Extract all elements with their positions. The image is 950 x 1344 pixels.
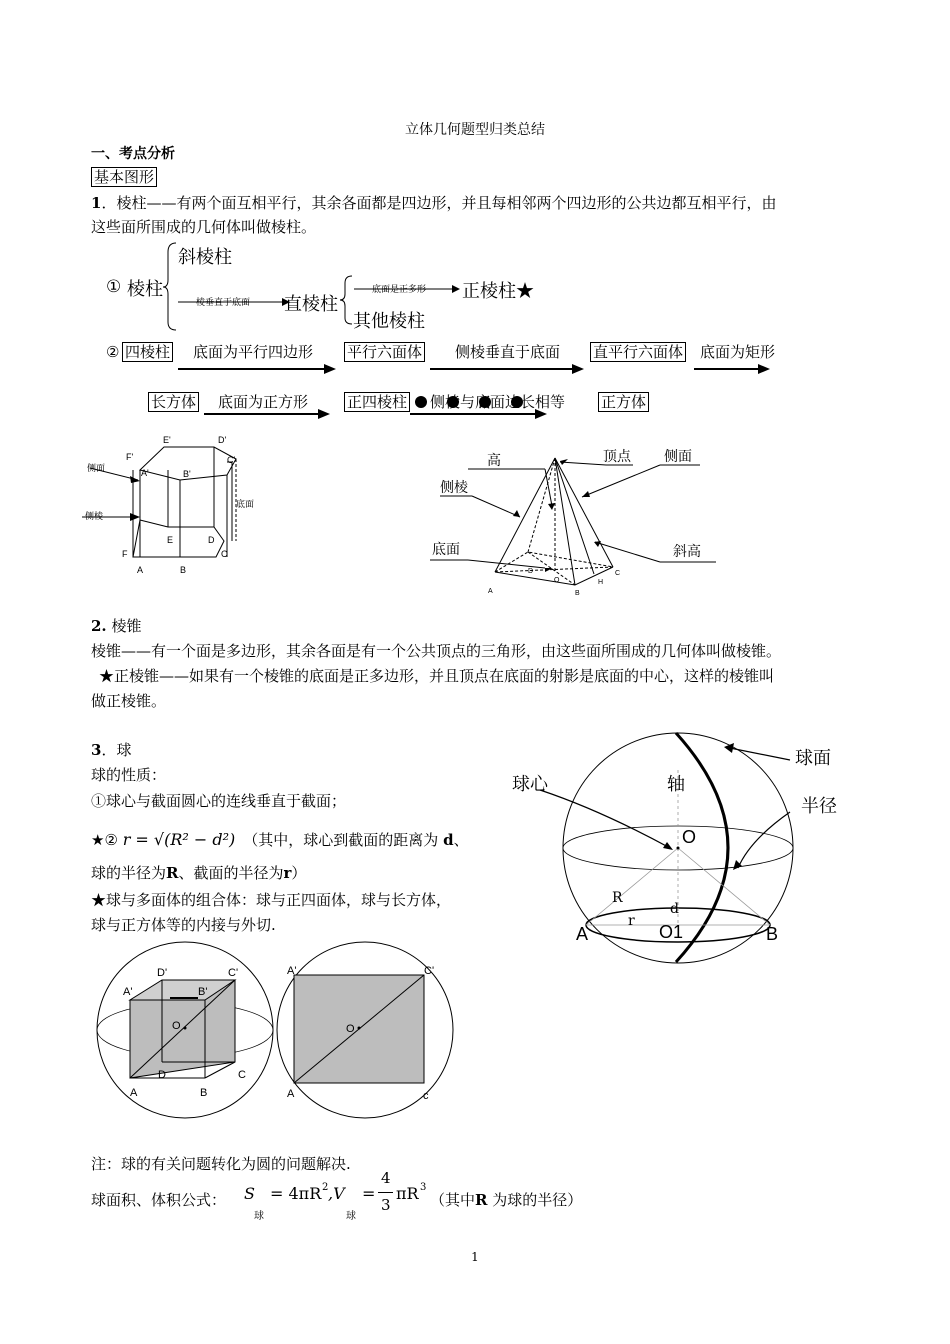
pyr-pt-C: C bbox=[615, 570, 621, 577]
formula-area: = 4πR bbox=[270, 1184, 322, 1203]
formula-sup3: 3 bbox=[420, 1182, 427, 1193]
formula-num: 4 bbox=[381, 1169, 391, 1187]
regular-pyramid-def-cont: 做正棱锥。 bbox=[91, 692, 167, 710]
tree-other: 其他棱柱 bbox=[353, 311, 425, 332]
prism-pt-B: B bbox=[180, 565, 187, 575]
regular-pyramid-def: ★正棱锥——如果有一个棱锥的底面是正多边形，并且顶点在底面的射影是底面的中心，这样的棱锥叫 bbox=[99, 667, 775, 685]
prism-pt-F: F bbox=[122, 549, 128, 559]
sphere-label-O: O bbox=[682, 827, 697, 847]
prism-pt-A1: A' bbox=[141, 468, 149, 478]
tree-cond2: 底面是正多形 bbox=[372, 285, 427, 295]
formula-V: ,V bbox=[328, 1184, 345, 1203]
cube2-pt-C1: C' bbox=[424, 965, 435, 977]
cube2-pt-O: O bbox=[346, 1023, 355, 1035]
page-title: 立体几何题型归类总结 bbox=[405, 122, 545, 138]
fraction-bar bbox=[378, 1192, 393, 1193]
sphere-label-A: A bbox=[576, 924, 589, 944]
pyr-label-side-face: 侧面 bbox=[664, 449, 692, 465]
pyr-pt-A: A bbox=[488, 588, 493, 595]
prism-pt-B1: B' bbox=[183, 469, 191, 479]
chain2-cond1: 底面为正方形 bbox=[218, 393, 309, 411]
chain1-circle: ② bbox=[106, 343, 120, 361]
pyr-label-base: 底面 bbox=[432, 542, 460, 558]
cube1-pt-A: A bbox=[130, 1087, 138, 1099]
formula-sup2: 2 bbox=[322, 1182, 329, 1193]
tree-root: 棱柱 bbox=[127, 279, 163, 300]
chain1-box2: 平行六面体 bbox=[344, 341, 425, 363]
chain1-cond2: 侧棱垂直于底面 bbox=[455, 343, 561, 361]
prism-pt-E: E bbox=[167, 535, 174, 545]
cube1-pt-B1: B' bbox=[198, 986, 208, 998]
pyr-label-side-edge: 侧棱 bbox=[440, 480, 468, 496]
sphere-prop2-cont: 球的半径为R、截面的半径为r） bbox=[91, 864, 307, 882]
prism-label-side-face: 侧面 bbox=[87, 464, 106, 474]
formula-volume: πR bbox=[396, 1184, 419, 1203]
cube1-pt-D1: D' bbox=[157, 967, 168, 979]
chain1-box3: 直平行六面体 bbox=[590, 341, 686, 363]
formula-V-sub: 球 bbox=[346, 1211, 356, 1222]
cube1-pt-B: B bbox=[200, 1087, 208, 1099]
formula-label: 球面积、体积公式： bbox=[91, 1191, 227, 1209]
prism-pt-D1: D' bbox=[218, 435, 227, 445]
pyr-pt-O: O bbox=[554, 577, 560, 584]
sphere-label-d: d bbox=[670, 901, 679, 917]
chain1-box1: 四棱柱 bbox=[122, 341, 173, 363]
chain2-cond2: 侧棱与底面边长相等 bbox=[430, 393, 566, 411]
sphere-prop3-cont: 球与正方体等的内接与外切. bbox=[91, 916, 276, 934]
prism-definition: 1．棱柱——有两个面互相平行，其余各面都是四边形，并且每相邻两个四边形的公共边都互相平行，由 bbox=[91, 194, 777, 212]
page-number: 1 bbox=[471, 1250, 479, 1264]
sphere-label-B: B bbox=[766, 924, 779, 944]
formula-den: 3 bbox=[381, 1196, 391, 1214]
cube1-pt-A1: A' bbox=[123, 986, 133, 998]
chain1-cond1: 底面为平行四边形 bbox=[193, 343, 314, 361]
prism-pt-C1: C' bbox=[227, 455, 236, 465]
sphere-prop3: ★球与多面体的组合体：球与正四面体，球与长方体， bbox=[91, 891, 452, 909]
prism-pt-D: D bbox=[208, 535, 215, 545]
sphere-prop1: ①球心与截面圆心的连线垂直于截面； bbox=[91, 792, 347, 810]
tree-regular: 正棱柱★ bbox=[462, 281, 534, 302]
chain1-cond3: 底面为矩形 bbox=[700, 343, 776, 361]
pyramid-definition: 棱锥——有一个面是多边形，其余各面是有一个公共顶点的三角形，由这些面所围成的几何体叫做棱锥。 bbox=[91, 642, 782, 660]
sphere-label-axis: 轴 bbox=[667, 774, 685, 795]
cube2-pt-A1: A' bbox=[287, 965, 297, 977]
pyr-pt-D: D bbox=[528, 568, 534, 575]
sphere-label-center: 球心 bbox=[512, 774, 548, 795]
prism-pt-E1: E' bbox=[163, 435, 171, 445]
cube1-pt-C: C bbox=[238, 1069, 246, 1081]
pyramid-heading: 2. 棱锥 bbox=[91, 617, 142, 635]
prism-definition-cont: 这些面所围成的几何体叫做棱柱。 bbox=[91, 218, 317, 236]
sphere-label-r: r bbox=[628, 913, 635, 929]
prism-pt-C: C bbox=[221, 549, 228, 559]
sphere-prop2: ★② r = √(R² − d²) （其中，球心到截面的距离为 d、 bbox=[91, 830, 469, 849]
basic-shapes-label: 基本图形 bbox=[91, 166, 157, 188]
chain2-box2: 正四棱柱 bbox=[344, 391, 410, 413]
sphere-formula-r: r = √(R² − d²) bbox=[122, 830, 236, 849]
tree-circle: ① bbox=[106, 277, 122, 297]
sphere-note: 注：球的有关问题转化为圆的问题解决. bbox=[91, 1155, 351, 1173]
sphere-label-O1: O1 bbox=[659, 922, 684, 942]
pyr-label-apex: 顶点 bbox=[603, 449, 631, 465]
cube1-pt-C1: C' bbox=[228, 967, 239, 979]
prism-label-side-edge: 侧棱 bbox=[85, 512, 104, 522]
pyr-label-height: 高 bbox=[487, 453, 501, 469]
cube2-pt-c: c bbox=[423, 1090, 429, 1102]
prism-pt-A: A bbox=[137, 565, 144, 575]
prism-pt-F1: F' bbox=[126, 452, 134, 462]
pyr-label-slant: 斜高 bbox=[673, 544, 701, 560]
tree-right: 直棱柱 bbox=[284, 294, 338, 315]
sphere-heading: 3．球 bbox=[91, 741, 132, 759]
sphere-label-surface: 球面 bbox=[795, 748, 831, 769]
cube1-pt-D: D bbox=[158, 1069, 166, 1081]
sphere-label-radius: 半径 bbox=[801, 796, 837, 817]
section-heading: 一、考点分析 bbox=[91, 146, 175, 162]
pyr-pt-B: B bbox=[575, 590, 580, 597]
chain2-box1: 长方体 bbox=[148, 391, 199, 413]
formula-S-sub: 球 bbox=[254, 1211, 264, 1222]
formula-eq: = bbox=[362, 1184, 376, 1203]
sphere-props: 球的性质： bbox=[91, 766, 167, 784]
cube1-pt-O: O bbox=[172, 1020, 181, 1032]
tree-oblique: 斜棱柱 bbox=[178, 247, 232, 268]
cube2-pt-A: A bbox=[287, 1088, 295, 1100]
formula-note: （其中R 为球的半径） bbox=[430, 1191, 583, 1209]
tree-cond1: 棱垂直于底面 bbox=[196, 298, 251, 308]
formula-S: S bbox=[244, 1184, 255, 1203]
pyr-pt-H: H bbox=[598, 579, 604, 586]
chain2-box3: 正方体 bbox=[598, 391, 649, 413]
prism-label-base: 底面 bbox=[236, 500, 255, 510]
sphere-label-R: R bbox=[612, 890, 623, 906]
